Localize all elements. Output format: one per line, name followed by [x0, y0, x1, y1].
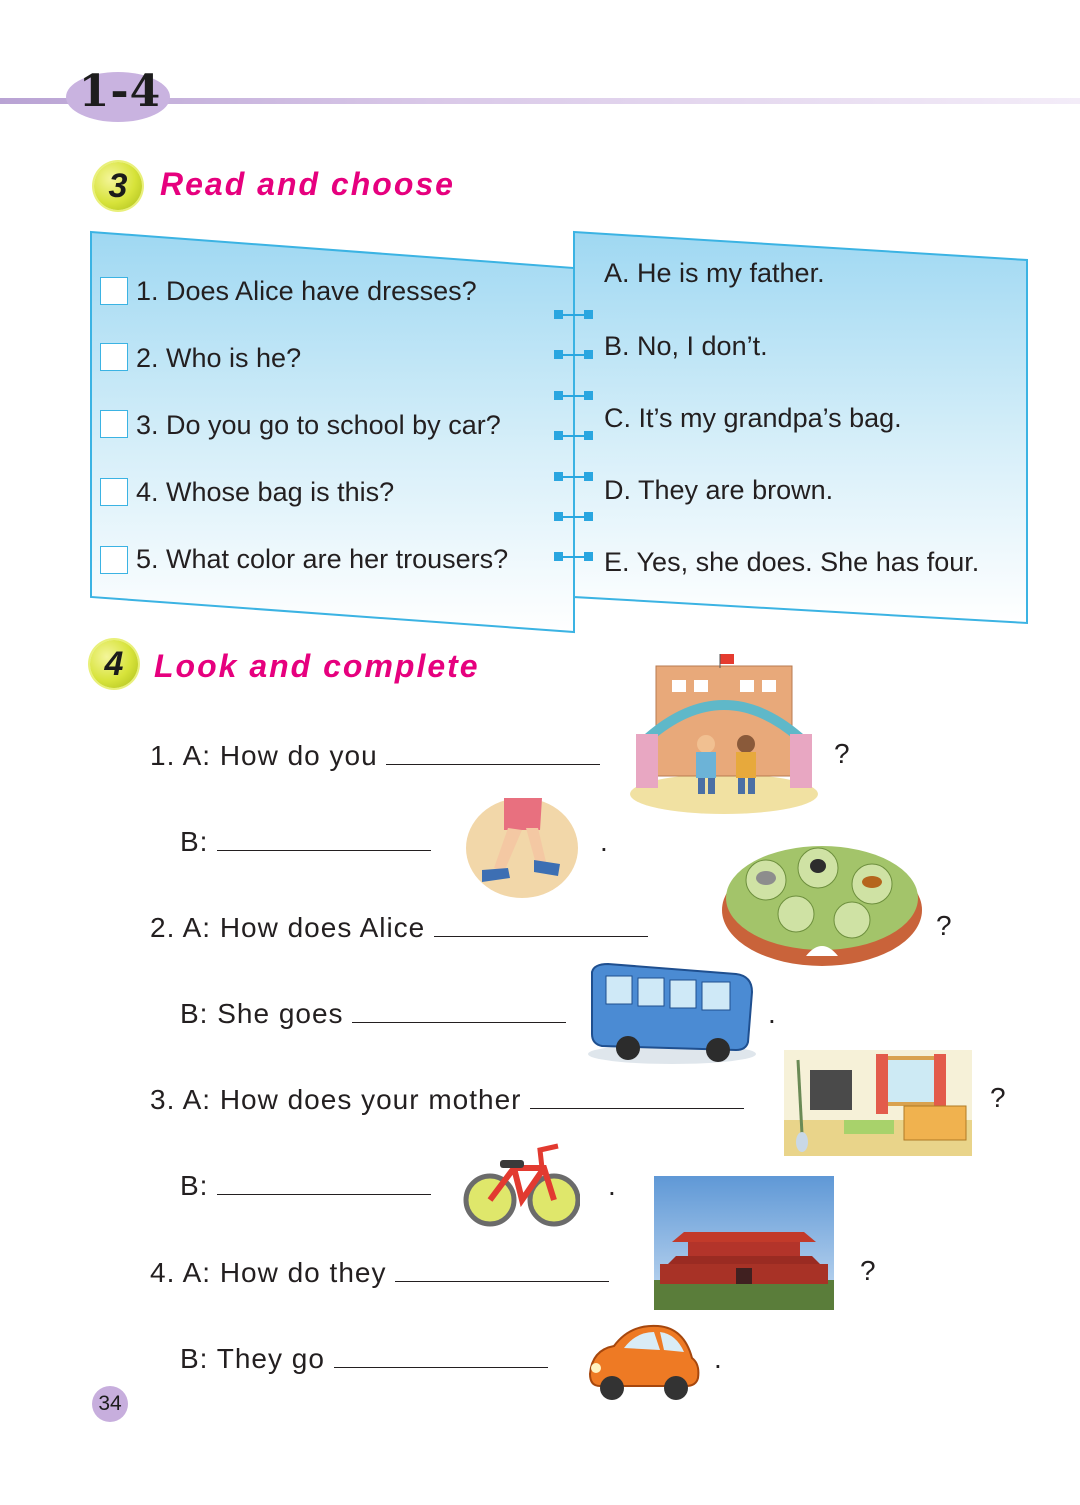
line-2a-end: ? — [936, 910, 952, 941]
fill-prompt: B: — [180, 1170, 209, 1201]
fill-prompt: B: She goes — [180, 998, 344, 1029]
section-4-title: Look and complete — [154, 648, 480, 684]
fill-prompt: 1. A: How do you — [150, 740, 378, 771]
line-1b-end: . — [600, 826, 608, 857]
fill-prompt: B: — [180, 826, 209, 857]
fill-blank[interactable] — [217, 1168, 431, 1195]
walking-illustration — [464, 794, 580, 898]
line-3a-end: ? — [990, 1082, 1006, 1113]
fill-line-2b — [180, 996, 566, 1030]
fill-line-3a — [150, 1082, 744, 1116]
fill-prompt: 3. A: How does your mother — [150, 1084, 522, 1115]
fill-blank[interactable] — [395, 1255, 609, 1282]
section-4-number: 4 — [90, 640, 138, 688]
question-2: 2. Who is he? — [136, 343, 302, 373]
zoo-illustration — [720, 828, 924, 970]
fill-blank[interactable] — [352, 996, 566, 1023]
answer-e: E. Yes, she does. She has four. — [604, 547, 980, 577]
answer-checkbox-2[interactable] — [100, 343, 128, 371]
answer-c: C. It’s my grandpa’s bag. — [604, 403, 902, 433]
fill-line-4b — [180, 1341, 548, 1375]
car-illustration — [580, 1316, 704, 1406]
section-3-title: Read and choose — [160, 166, 455, 202]
answer-checkbox-3[interactable] — [100, 410, 128, 438]
answer-checkbox-1[interactable] — [100, 277, 128, 305]
line-2b-end: . — [768, 998, 776, 1029]
line-4b-end: . — [714, 1343, 722, 1374]
answer-checkbox-4[interactable] — [100, 478, 128, 506]
fill-line-4a — [150, 1255, 609, 1289]
fill-prompt: 4. A: How do they — [150, 1257, 387, 1288]
fill-blank[interactable] — [434, 910, 648, 937]
line-4a-end: ? — [860, 1255, 876, 1286]
question-5: 5. What color are her trousers? — [136, 544, 509, 574]
fill-blank[interactable] — [386, 738, 600, 765]
living-room-illustration — [784, 1050, 972, 1156]
fill-line-1b — [180, 824, 431, 858]
bike-illustration — [462, 1138, 580, 1234]
fill-prompt: B: They go — [180, 1343, 325, 1374]
fill-blank[interactable] — [217, 824, 431, 851]
answer-d: D. They are brown. — [604, 475, 834, 505]
fill-line-2a — [150, 910, 648, 944]
school-illustration — [628, 652, 820, 816]
line-3b-end: . — [608, 1170, 616, 1201]
answer-b: B. No, I don’t. — [604, 331, 768, 361]
page-number: 34 — [92, 1386, 128, 1422]
fill-line-1a — [150, 738, 600, 772]
question-1: 1. Does Alice have dresses? — [136, 276, 477, 306]
bus-illustration — [586, 962, 758, 1066]
unit-label: 1-4 — [78, 66, 162, 117]
fill-blank[interactable] — [334, 1341, 548, 1368]
answer-a: A. He is my father. — [604, 258, 825, 288]
fill-prompt: 2. A: How does Alice — [150, 912, 426, 943]
question-3: 3. Do you go to school by car? — [136, 410, 501, 440]
tiananmen-photo — [654, 1176, 834, 1310]
answer-checkbox-5[interactable] — [100, 546, 128, 574]
fill-line-3b — [180, 1168, 431, 1202]
fill-blank[interactable] — [530, 1082, 744, 1109]
question-4: 4. Whose bag is this? — [136, 477, 395, 507]
line-1a-end: ? — [834, 738, 850, 769]
section-3-number: 3 — [94, 162, 142, 210]
